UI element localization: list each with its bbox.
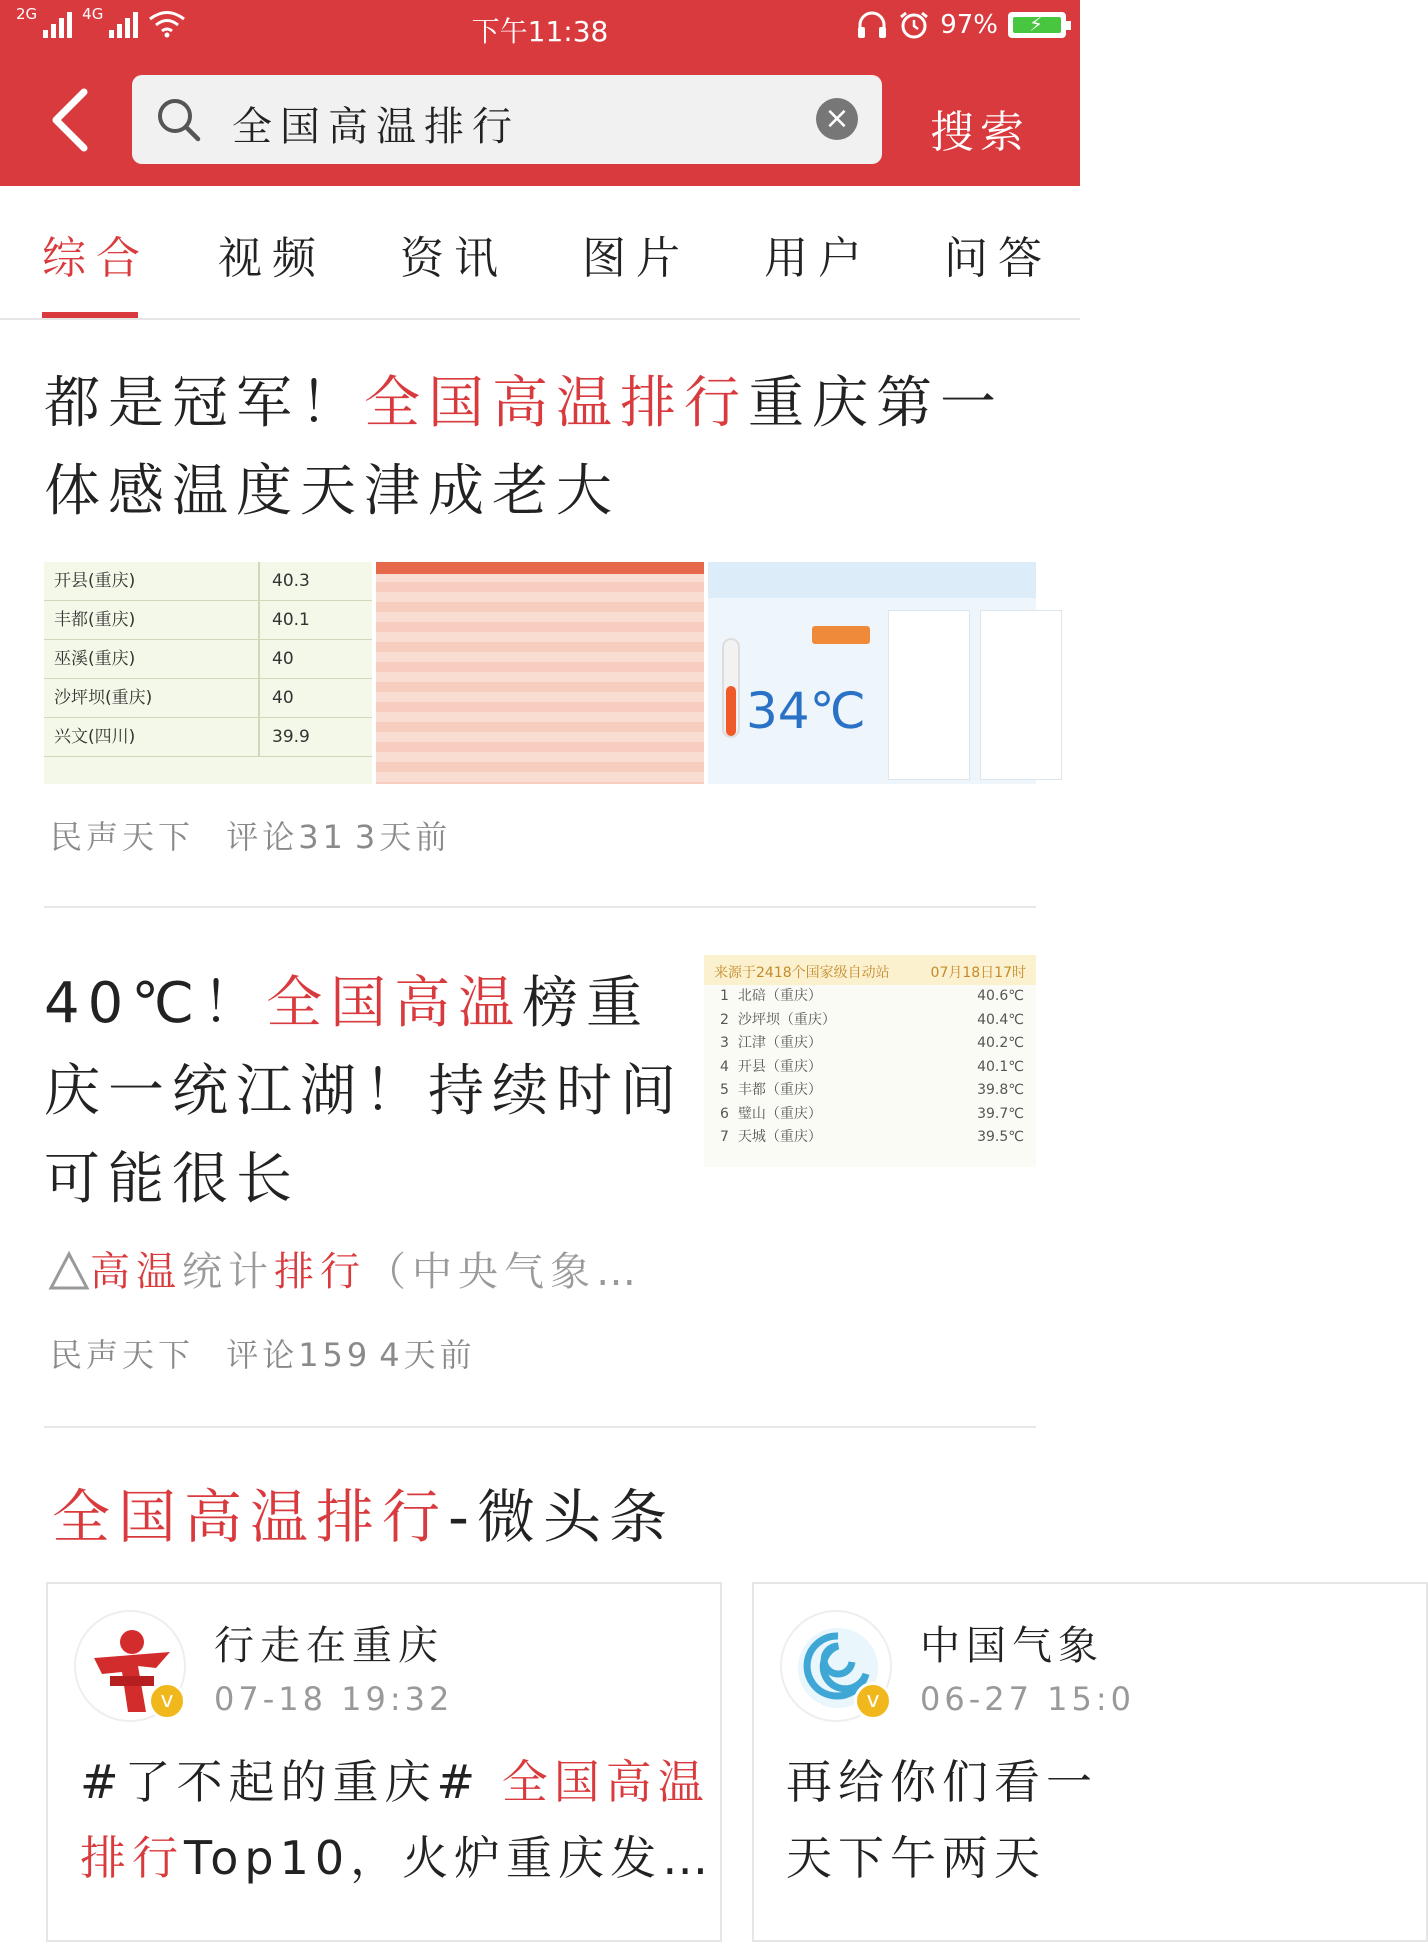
title-highlight: 全国高温排行 <box>364 371 748 436</box>
warning-badge <box>812 626 870 644</box>
section-title[interactable]: 全国高温排行-微头条 <box>52 1483 675 1551</box>
article-meta <box>50 1330 476 1376</box>
verified-badge-icon: v <box>148 1682 186 1720</box>
tab-qa[interactable]: 问答 <box>944 233 1052 284</box>
comment-count: 评论31 <box>226 818 347 856</box>
comment-count: 评论159 <box>226 1336 372 1374</box>
table-row: 丰都(重庆) 40.1 <box>44 601 372 640</box>
network-label-1: 2G <box>16 5 38 23</box>
category-tabs <box>0 186 1080 320</box>
top-bar <box>0 0 1080 186</box>
tab-images[interactable]: 图片 <box>582 233 690 284</box>
post-date: 06-27 15:0 <box>920 1680 1136 1718</box>
tab-news[interactable]: 资讯 <box>400 233 508 284</box>
source-name: 民声天下 <box>50 1336 195 1374</box>
thumbnail-ranking-chart[interactable] <box>376 562 704 784</box>
thumbnail-weather-forecast[interactable] <box>708 562 1036 784</box>
micro-post-card[interactable] <box>46 1582 722 1942</box>
tab-video[interactable]: 视频 <box>218 233 326 284</box>
status-bar <box>0 0 1080 56</box>
table-row: 沙坪坝(重庆) 40 <box>44 679 372 718</box>
title-text: 重庆第一体感温度天津成老大 <box>44 371 1004 524</box>
author-name[interactable]: 中国气象 <box>920 1623 1104 1669</box>
divider <box>44 906 1036 908</box>
list-item: 4 开县（重庆） 40.1℃ <box>720 1058 1024 1075</box>
micro-post-card[interactable] <box>752 1582 1428 1942</box>
table-row: 巫溪(重庆) 40 <box>44 640 372 679</box>
network-label-2: 4G <box>82 5 104 23</box>
search-query-text: 全国高温排行 <box>232 104 520 150</box>
list-item: 7 天城（重庆） 39.5℃ <box>720 1129 1024 1145</box>
forecast-card <box>980 610 1062 780</box>
list-item: 3 江津（重庆） 40.2℃ <box>720 1035 1024 1051</box>
back-arrow-icon[interactable] <box>40 86 100 154</box>
publish-time: 3天前 <box>354 818 452 856</box>
search-icon <box>156 97 202 143</box>
forecast-card <box>888 610 970 780</box>
alarm-icon <box>898 10 930 40</box>
title-highlight: 全国高温 <box>266 971 523 1036</box>
search-input[interactable] <box>132 75 882 164</box>
article-image-row[interactable] <box>44 562 1036 784</box>
thumbnail-temperature-table[interactable] <box>44 562 372 784</box>
divider <box>44 1426 1036 1428</box>
tab-comprehensive[interactable]: 综合 <box>42 233 150 284</box>
title-text: 榜重庆一统江湖！持续时间可能很长 <box>44 971 684 1212</box>
list-item: 2 沙坪坝（重庆） 40.4℃ <box>720 1011 1024 1028</box>
triangle-icon <box>48 1251 90 1291</box>
battery-icon: ⚡ <box>1008 12 1066 38</box>
verified-badge-icon: v <box>854 1682 892 1720</box>
headphones-icon <box>856 10 888 40</box>
publish-time: 4天前 <box>379 1336 476 1374</box>
list-item: 6 璧山（重庆） 39.7℃ <box>720 1105 1024 1122</box>
source-name: 民声天下 <box>50 818 195 856</box>
list-item: 5 丰都（重庆） 39.8℃ <box>720 1082 1024 1098</box>
list-item: 1 北碚（重庆） 40.6℃ <box>720 988 1024 1004</box>
article-thumbnail[interactable]: 来源于2418个国家级自动站 07月18日17时 1 北碚（重庆） 40.6℃ 2 沙坪坝（重庆） 40.4℃ 3 江津（重庆） 40.2℃ 4 开县（重庆） 40.1℃ 5 丰都（重庆） 39.8℃ 6 璧山（重庆） 39.7℃ 7 天城（重庆） 39.5℃ <box>704 955 1036 1167</box>
article-title[interactable] <box>44 360 1034 536</box>
article-title[interactable] <box>44 960 684 1224</box>
title-text: 都是冠军！ <box>44 371 364 436</box>
post-date: 07-18 19:32 <box>214 1680 454 1718</box>
battery-percent: 97% <box>940 10 998 40</box>
current-temperature: 34℃ <box>746 682 866 740</box>
article-meta <box>50 812 451 858</box>
status-time: 下午11:38 <box>471 15 609 48</box>
table-row: 兴文(四川) 39.9 <box>44 718 372 757</box>
related-link[interactable]: 高温统计排行（中央气象… <box>48 1240 642 1297</box>
thermometer-icon <box>722 638 740 738</box>
active-tab-indicator <box>42 312 138 318</box>
tab-users[interactable]: 用户 <box>764 233 872 284</box>
clear-icon[interactable]: × <box>816 98 858 140</box>
author-name[interactable]: 行走在重庆 <box>214 1623 444 1669</box>
post-body: #了不起的重庆# 全国高温排行Top10，火炉重庆发… <box>80 1755 715 1885</box>
title-text: 40℃！ <box>44 971 267 1036</box>
search-button[interactable]: 搜索 <box>930 107 1030 158</box>
table-row: 开县(重庆) 40.3 <box>44 562 372 601</box>
post-body: 再给你们看一 天下午两天 <box>786 1755 1098 1885</box>
